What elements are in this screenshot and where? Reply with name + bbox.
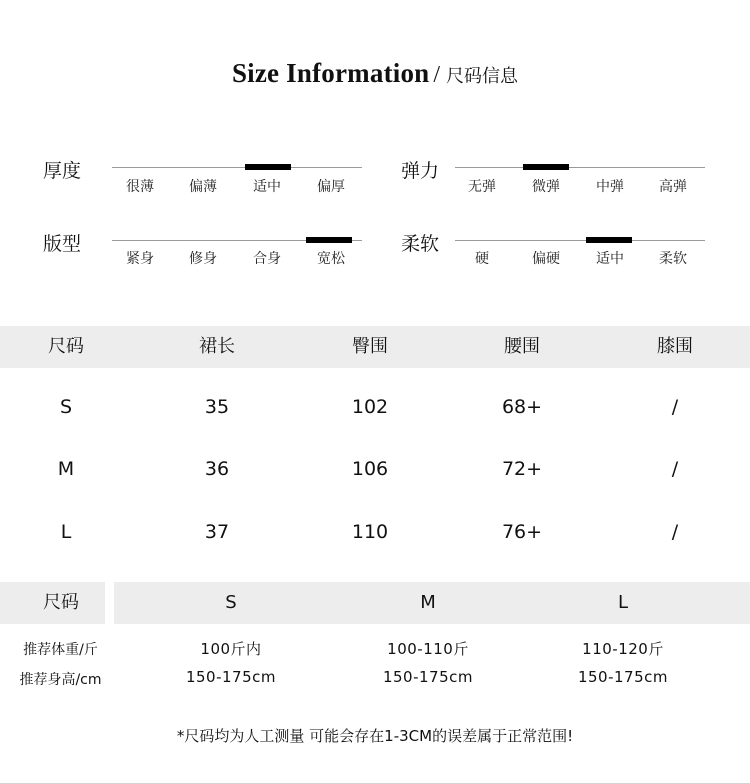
size-table-header-cell: 裙长	[199, 336, 235, 357]
attribute-selected-marker	[586, 237, 632, 243]
table-cell: 102	[351, 396, 389, 418]
attribute-option: 很薄	[126, 179, 154, 195]
recommend-header-size: S	[225, 592, 237, 613]
table-cell: 68+	[501, 396, 543, 418]
attribute-option: 无弹	[468, 179, 496, 195]
recommend-row-label: 推荐身高/cm	[19, 672, 102, 688]
size-table-header-cell: 尺码	[48, 336, 84, 357]
recommend-header-label: 尺码	[43, 592, 79, 613]
page-title	[0, 58, 750, 89]
table-cell: 106	[351, 458, 389, 480]
table-cell: 150-175cm	[382, 668, 474, 686]
attribute-option: 中弹	[596, 179, 624, 195]
attribute-scale-line	[112, 167, 362, 168]
attribute-scale-line	[455, 167, 705, 168]
attribute-selected-marker	[245, 164, 291, 170]
recommend-header-size: M	[420, 592, 436, 613]
table-cell: 110	[351, 521, 389, 543]
attribute-option: 紧身	[126, 251, 154, 267]
attribute-option: 高弹	[659, 179, 687, 195]
attribute-option: 修身	[189, 251, 217, 267]
table-cell: 100-110斤	[387, 640, 469, 658]
table-cell: 76+	[501, 521, 543, 543]
attribute-label: 弹力	[401, 160, 440, 182]
attribute-option: 柔软	[659, 251, 687, 267]
attribute-option: 偏薄	[189, 179, 217, 195]
attribute-option: 适中	[596, 251, 624, 267]
table-cell: L	[60, 521, 72, 543]
table-cell: 150-175cm	[185, 668, 277, 686]
table-cell: S	[59, 396, 73, 418]
attribute-option: 微弹	[532, 179, 560, 195]
table-cell: /	[671, 521, 679, 543]
table-cell: /	[671, 458, 679, 480]
attribute-selected-marker	[523, 164, 569, 170]
size-table-header-cell: 臀围	[352, 336, 388, 357]
attribute-option: 合身	[253, 251, 281, 267]
table-cell: 100斤内	[200, 640, 262, 658]
table-cell: M	[57, 458, 75, 480]
size-table-header-cell: 腰围	[504, 336, 540, 357]
table-cell: 35	[204, 396, 230, 418]
attribute-option: 适中	[253, 179, 281, 195]
measurement-note: *尺码均为人工测量 可能会存在1-3CM的误差属于正常范围!	[176, 727, 574, 745]
table-cell: 36	[204, 458, 230, 480]
table-cell: 150-175cm	[577, 668, 669, 686]
recommend-row-label: 推荐体重/斤	[23, 642, 98, 658]
attribute-option: 硬	[475, 251, 489, 267]
attribute-option: 偏厚	[317, 179, 345, 195]
recommend-header-size: L	[617, 592, 629, 613]
attribute-label: 厚度	[43, 160, 82, 182]
title-chinese: 尺码信息	[446, 66, 519, 87]
table-cell: 110-120斤	[582, 640, 664, 658]
attribute-option: 偏硬	[532, 251, 560, 267]
title-separator: /	[433, 62, 441, 88]
attribute-selected-marker	[306, 237, 352, 243]
table-cell: 72+	[501, 458, 543, 480]
attribute-scale-line	[455, 240, 705, 241]
attribute-label: 柔软	[401, 233, 440, 255]
attribute-label: 版型	[43, 233, 82, 255]
title-english: Size Information	[231, 58, 430, 88]
size-table-header-cell: 膝围	[657, 336, 693, 357]
table-cell: /	[671, 396, 679, 418]
table-cell: 37	[204, 521, 230, 543]
attribute-option: 宽松	[317, 251, 345, 267]
